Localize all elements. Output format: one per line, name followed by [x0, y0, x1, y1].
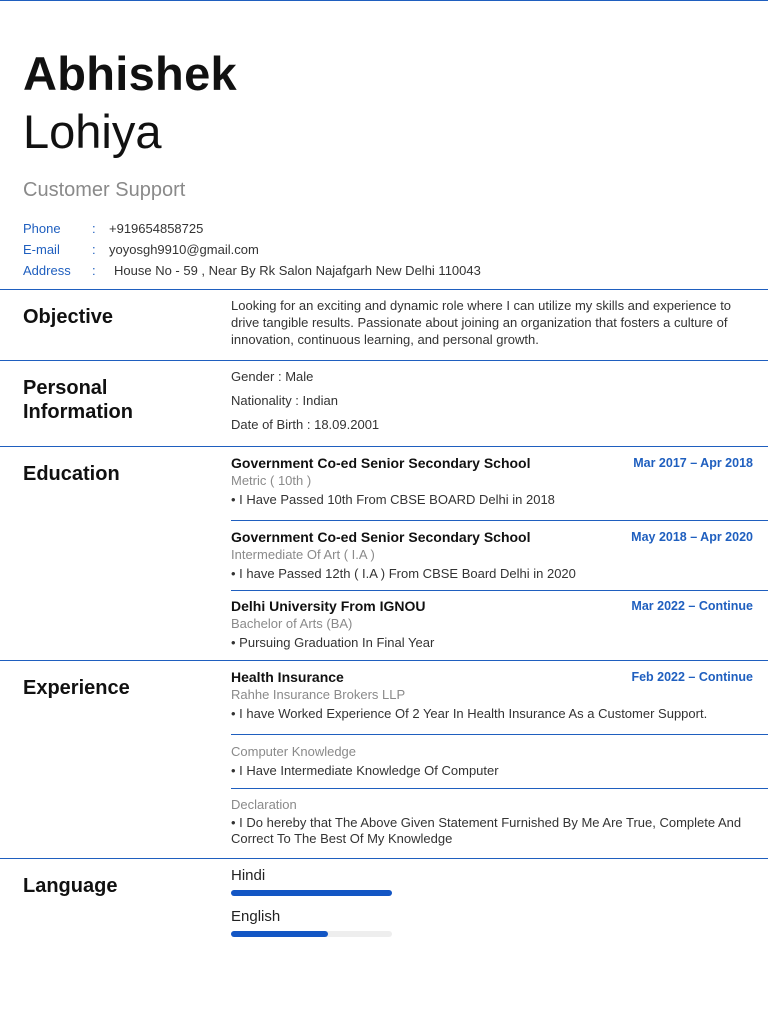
contact-colon: :	[92, 242, 96, 257]
personal-heading-line2: Information	[23, 401, 133, 423]
entry-subtitle: Intermediate Of Art ( I.A )	[231, 547, 375, 562]
entry-subtitle: Bachelor of Arts (BA)	[231, 616, 353, 631]
language-bar-fill	[231, 931, 328, 937]
language-name-english: English	[231, 908, 281, 925]
language-bar-hindi	[231, 890, 392, 896]
education-entry	[231, 529, 753, 583]
entry-divider	[231, 788, 768, 789]
personal-info	[231, 365, 753, 437]
objective-text: Looking for an exciting and dynamic role where I can utilize my skills and experience to drive tangible results. Passionate about joining an organization that fosters a culture of innovation, continuous learning, and personal growth.	[231, 298, 732, 347]
entry-title: Government Co-ed Senior Secondary School	[231, 529, 531, 545]
experience-heading: Experience	[23, 677, 130, 699]
entry-bullet: • I Have Passed 10th From CBSE BOARD Delhi in 2018	[231, 492, 555, 507]
contact-label: Address	[23, 263, 71, 278]
entry-date: Mar 2022 – Continue	[631, 599, 753, 613]
last-name: Lohiya	[23, 105, 162, 158]
language-name-hindi: Hindi	[231, 867, 266, 884]
entry-divider	[231, 520, 768, 521]
personal-heading-line1: Personal	[23, 377, 108, 399]
entry-bullet: • I have Passed 12th ( I.A ) From CBSE Board Delhi in 2020	[231, 566, 576, 581]
contact-label: E-mail	[23, 242, 60, 257]
entry-title: Health Insurance	[231, 669, 344, 685]
contact-label: Phone	[23, 221, 61, 236]
entry-subtitle: Computer Knowledge	[231, 744, 357, 759]
resume-header	[23, 46, 743, 281]
education-heading: Education	[23, 463, 120, 485]
contact-list	[23, 218, 743, 281]
section-divider	[0, 858, 768, 859]
entry-title: Government Co-ed Senior Secondary School	[231, 455, 531, 471]
section-divider	[0, 446, 768, 447]
entry-subtitle: Rahhe Insurance Brokers LLP	[231, 687, 406, 702]
declaration-entry	[231, 796, 753, 847]
entry-date: Feb 2022 – Continue	[631, 670, 753, 684]
contact-phone	[23, 218, 743, 239]
section-divider	[0, 660, 768, 661]
entry-subtitle: Declaration	[231, 797, 297, 812]
gender-line: Gender : Male	[231, 369, 314, 384]
contact-colon: :	[92, 263, 96, 278]
language-heading: Language	[23, 875, 118, 897]
education-entry	[231, 455, 753, 509]
entry-divider	[231, 590, 768, 591]
education-entry	[231, 598, 753, 652]
personal-heading	[23, 376, 133, 424]
contact-value: +919654858725	[109, 221, 204, 236]
contact-address	[23, 260, 743, 281]
top-rule	[0, 0, 768, 1]
contact-email	[23, 239, 743, 260]
entry-date: May 2018 – Apr 2020	[631, 530, 753, 544]
section-divider	[0, 289, 768, 290]
section-divider	[0, 360, 768, 361]
computer-knowledge-entry	[231, 743, 753, 780]
dob-line: Date of Birth : 18.09.2001	[231, 417, 380, 432]
contact-value: House No - 59 , Near By Rk Salon Najafgarh New Delhi 110043	[114, 263, 481, 278]
first-name: Abhishek	[23, 47, 237, 100]
entry-bullet: • I have Worked Experience Of 2 Year In Health Insurance As a Customer Support.	[231, 706, 708, 721]
language-bar-english	[231, 931, 392, 937]
objective-heading: Objective	[23, 306, 114, 328]
entry-title: Delhi University From IGNOU	[231, 598, 426, 614]
job-title: Customer Support	[23, 179, 186, 201]
entry-bullet: • I Have Intermediate Knowledge Of Computer	[231, 763, 499, 778]
entry-subtitle: Metric ( 10th )	[231, 473, 312, 488]
contact-colon: :	[92, 221, 96, 236]
entry-bullet: • Pursuing Graduation In Final Year	[231, 635, 435, 650]
language-bar-fill	[231, 890, 392, 896]
entry-bullet: • I Do hereby that The Above Given Statement Furnished By Me Are True, Complete And Correct To The Best Of My Knowledge	[231, 815, 742, 846]
experience-entry	[231, 669, 753, 723]
entry-date: Mar 2017 – Apr 2018	[633, 456, 753, 470]
contact-value: yoyosgh9910@gmail.com	[109, 242, 259, 257]
nationality-line: Nationality : Indian	[231, 393, 338, 408]
entry-divider	[231, 734, 768, 735]
